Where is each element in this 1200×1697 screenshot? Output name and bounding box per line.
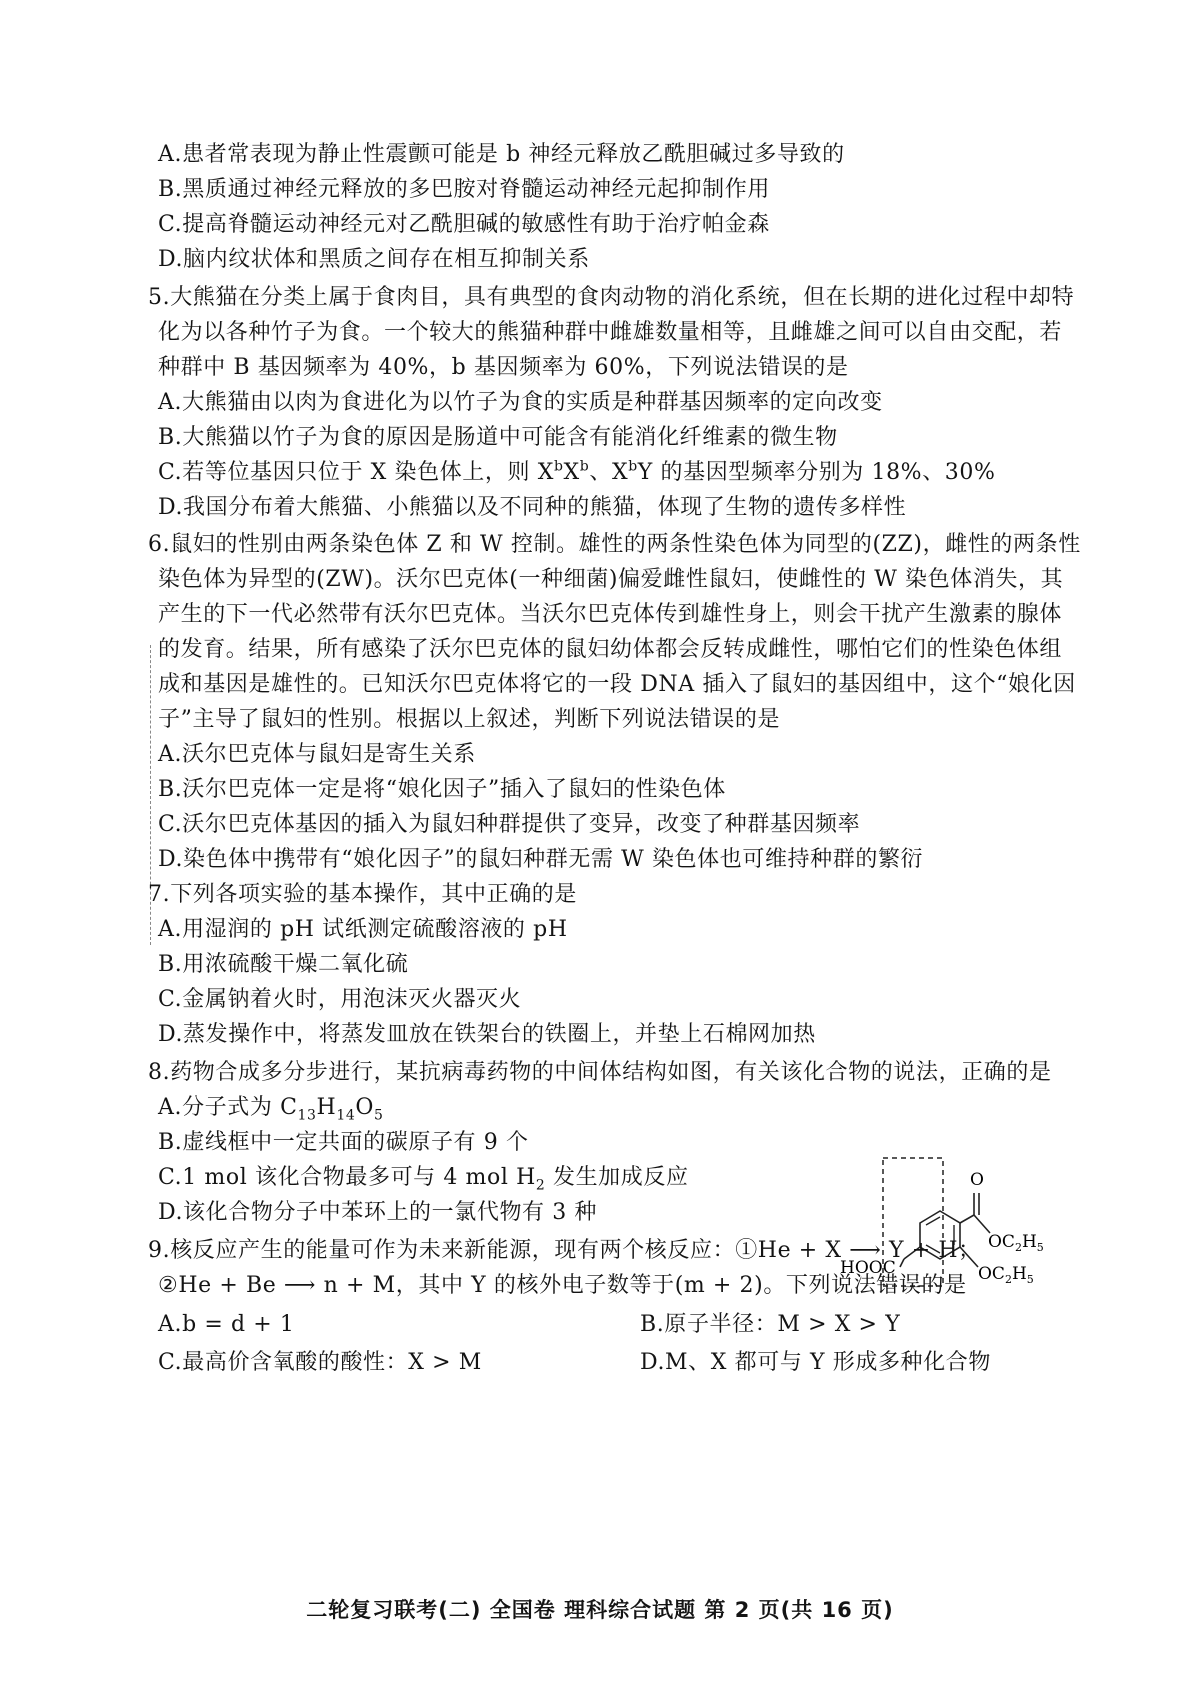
- q6-stem-line6: 子”主导了鼠妇的性别。根据以上叙述，判断下列说法错误的是: [158, 707, 781, 732]
- q7-option-a: A.用湿润的 pH 试纸测定硫酸溶液的 pH: [158, 917, 568, 942]
- q7-option-c: C.金属钠着火时，用泡沫灭火器灭火: [158, 987, 522, 1012]
- q5-stem-line3: 种群中 B 基因频率为 40%，b 基因频率为 60%，下列说法错误的是: [158, 355, 849, 380]
- q6-option-b: B.沃尔巴克体一定是将“娘化因子”插入了鼠妇的性染色体: [158, 777, 726, 802]
- q5-option-c: C.若等位基因只位于 X 染色体上，则 $X^bX^b$、$X^bY$ 的基因型频率分别为 18%、30%: [158, 458, 996, 485]
- q8-option-a: A.分子式为 $C_{13}H_{14}O_5$: [158, 1095, 384, 1124]
- q6-stem-line4: 的发育。结果，所有感染了沃尔巴克体的鼠妇幼体都会反转成雌性，哪怕它们的性染色体组: [158, 637, 1063, 662]
- q7-stem: 7.下列各项实验的基本操作，其中正确的是: [148, 882, 577, 907]
- q8-option-c: C.1 mol 该化合物最多可与 4 mol $H_2$ 发生加成反应: [158, 1165, 689, 1194]
- q6-option-d: D.染色体中携带有“娘化因子”的鼠妇种群无需 W 染色体也可维持种群的繁衍: [158, 847, 924, 872]
- q7-option-b: B.用浓硫酸干燥二氧化硫: [158, 952, 409, 977]
- q4-option-d: D.脑内纹状体和黑质之间存在相互抑制关系: [158, 247, 590, 272]
- q8-stem: 8.药物合成多分步进行，某抗病毒药物的中间体结构如图，有关该化合物的说法，正确的是: [148, 1060, 1052, 1085]
- q5-stem-line2: 化为以各种竹子为食。一个较大的熊猫种群中雌雄数量相等，且雌雄之间可以自由交配，若: [158, 320, 1063, 345]
- q6-option-a: A.沃尔巴克体与鼠妇是寄生关系: [158, 742, 476, 767]
- q5-option-b: B.大熊猫以竹子为食的原因是肠道中可能含有能消化纤维素的微生物: [158, 425, 838, 450]
- q5-option-a: A.大熊猫由以肉为食进化为以竹子为食的实质是种群基因频率的定向改变: [158, 390, 883, 415]
- q9-option-b: B.原子半径：M > X > Y: [640, 1312, 901, 1337]
- q9-option-d: D.M、X 都可与 Y 形成多种化合物: [640, 1350, 991, 1375]
- q6-stem-line3: 产生的下一代必然带有沃尔巴克体。当沃尔巴克体传到雄性身上，则会干扰产生激素的腺体: [158, 602, 1063, 627]
- page-footer: 二轮复习联考(二) 全国卷 理科综合试题 第 2 页(共 16 页): [306, 1598, 894, 1622]
- q5-option-d: D.我国分布着大熊猫、小熊猫以及不同种的熊猫，体现了生物的遗传多样性: [158, 495, 907, 520]
- ethoxy-label-1: $OC_2H_5$: [988, 1232, 1044, 1254]
- q9-option-a: A.b = d + 1: [158, 1312, 295, 1337]
- q6-stem-line1: 6.鼠妇的性别由两条染色体 Z 和 W 控制。雄性的两条性染色体为同型的(ZZ)，雌性的两条性: [148, 532, 1081, 557]
- q4-option-c: C.提高脊髓运动神经元对乙酰胆碱的敏感性有助于治疗帕金森: [158, 212, 770, 237]
- ethoxy-label-2: $OC_2H_5$: [978, 1264, 1034, 1286]
- q8-option-d: D.该化合物分子中苯环上的一氯代物有 3 种: [158, 1200, 598, 1225]
- q6-stem-line5: 成和基因是雄性的。已知沃尔巴克体将它的一段 DNA 插入了鼠妇的基因组中，这个“娘化因: [158, 672, 1076, 697]
- q8-option-b: B.虚线框中一定共面的碳原子有 9 个: [158, 1130, 529, 1155]
- carbonyl-o-label: O: [970, 1170, 984, 1190]
- q9-stem-line1: 9.核反应产生的能量可作为未来新能源，现有两个核反应：①He + X ⟶ Y + H；: [148, 1238, 981, 1263]
- q5-stem-line1: 5.大熊猫在分类上属于食肉目，具有典型的食肉动物的消化系统，但在长期的进化过程中却特: [148, 285, 1075, 310]
- q4-option-b: B.黑质通过神经元释放的多巴胺对脊髓运动神经元起抑制作用: [158, 177, 770, 202]
- q9-option-c: C.最高价含氧酸的酸性：X > M: [158, 1350, 482, 1375]
- q7-option-d: D.蒸发操作中，将蒸发皿放在铁架台的铁圈上，并垫上石棉网加热: [158, 1022, 816, 1047]
- q6-stem-line2: 染色体为异型的(ZW)。沃尔巴克体(一种细菌)偏爱雌性鼠妇，使雌性的 W 染色体消失，其: [158, 567, 1064, 592]
- q4-option-a: A.患者常表现为静止性震颤可能是 b 神经元释放乙酰胆碱过多导致的: [158, 142, 845, 167]
- q6-option-c: C.沃尔巴克体基因的插入为鼠妇种群提供了变异，改变了种群基因频率: [158, 812, 861, 837]
- hooc-label: HOOC: [840, 1258, 896, 1278]
- q9-stem-line2: ②He + Be ⟶ n + M，其中 Y 的核外电子数等于(m + 2)。下列说法错误的是: [158, 1273, 967, 1298]
